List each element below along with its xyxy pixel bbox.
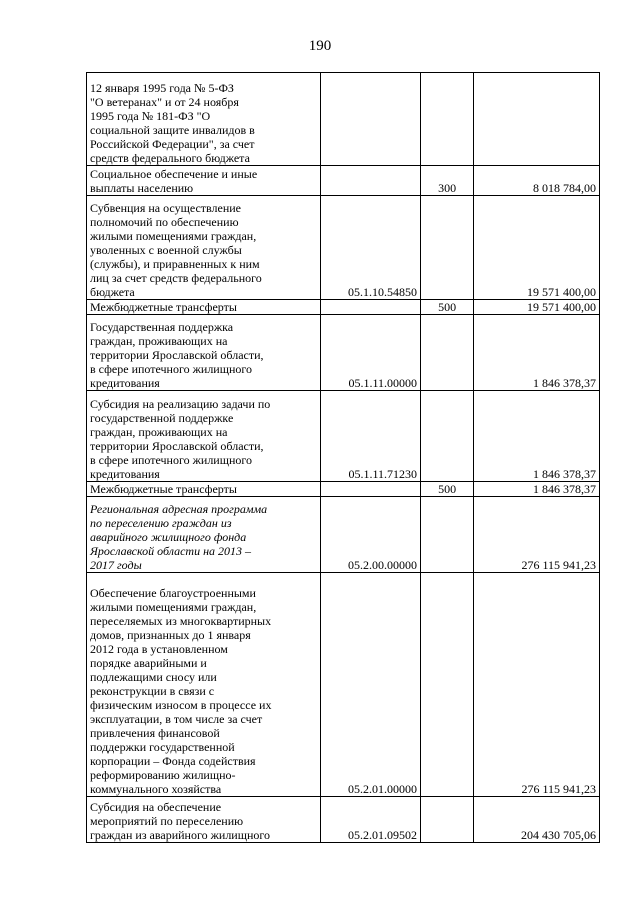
amount-cell — [474, 73, 600, 166]
budget-table-body — [87, 73, 600, 843]
target-code-cell: 05.2.00.00000 — [321, 497, 421, 573]
amount-cell: 276 115 941,23 — [474, 497, 600, 573]
item-name-cell: 12 января 1995 года № 5-ФЗ "О ветеранах" и от 24 ноября 1995 года № 181-ФЗ "О социальной защите инвалидов в Российской Федерации", за счет средств федерального бюджета — [87, 73, 321, 166]
expense-type-cell: 300 — [421, 166, 474, 196]
target-code-cell: 05.2.01.00000 — [321, 573, 421, 797]
budget-table — [86, 72, 600, 843]
table-row — [87, 482, 600, 497]
table-row — [87, 73, 600, 166]
table-row — [87, 573, 600, 797]
expense-type-cell — [421, 573, 474, 797]
item-name-cell: Субсидия на реализацию задачи по государственной поддержке граждан, проживающих на территории Ярославской области, в сфере ипотечного жилищного кредитования — [87, 391, 321, 482]
target-code-cell: 05.1.10.54850 — [321, 196, 421, 300]
expense-type-cell — [421, 797, 474, 843]
expense-type-cell — [421, 315, 474, 391]
expense-type-cell: 500 — [421, 482, 474, 497]
item-name-cell: Социальное обеспечение и иные выплаты населению — [87, 166, 321, 196]
target-code-cell — [321, 166, 421, 196]
table-row — [87, 300, 600, 315]
amount-cell: 204 430 705,06 — [474, 797, 600, 843]
item-name-cell: Региональная адресная программа по переселению граждан из аварийного жилищного фонда Ярославской области на 2013 – 2017 годы — [87, 497, 321, 573]
item-name-cell: Субсидия на обеспечение мероприятий по переселению граждан из аварийного жилищного — [87, 797, 321, 843]
item-name-cell: Обеспечение благоустроенными жилыми помещениями граждан, переселяемых из многоквартирных домов, признанных до 1 января 2012 года в установленном порядке аварийными и подлежащими сносу или реконструкции в связи с физическим износом в процессе их эксплуатации, в том числе за счет привлечения финансовой поддержки государственной корпорации – Фонда содействия реформированию жилищно- коммунального хозяйства — [87, 573, 321, 797]
target-code-cell: 05.1.11.71230 — [321, 391, 421, 482]
expense-type-cell — [421, 497, 474, 573]
table-row — [87, 497, 600, 573]
expense-type-cell — [421, 391, 474, 482]
amount-cell: 19 571 400,00 — [474, 196, 600, 300]
expense-type-cell: 500 — [421, 300, 474, 315]
amount-cell: 1 846 378,37 — [474, 391, 600, 482]
amount-cell: 276 115 941,23 — [474, 573, 600, 797]
amount-cell: 8 018 784,00 — [474, 166, 600, 196]
table-row — [87, 391, 600, 482]
target-code-cell: 05.2.01.09502 — [321, 797, 421, 843]
table-row — [87, 315, 600, 391]
item-name-cell: Субвенция на осуществление полномочий по обеспечению жилыми помещениями граждан, уволенных с военной службы (службы), и приравненных к ним лиц за счет средств федерального бюджета — [87, 196, 321, 300]
amount-cell: 1 846 378,37 — [474, 315, 600, 391]
target-code-cell — [321, 300, 421, 315]
target-code-cell — [321, 482, 421, 497]
item-name-cell: Межбюджетные трансферты — [87, 482, 321, 497]
expense-type-cell — [421, 73, 474, 166]
amount-cell: 1 846 378,37 — [474, 482, 600, 497]
target-code-cell — [321, 73, 421, 166]
table-row — [87, 196, 600, 300]
expense-type-cell — [421, 196, 474, 300]
target-code-cell: 05.1.11.00000 — [321, 315, 421, 391]
page-number: 190 — [308, 38, 332, 54]
table-row — [87, 797, 600, 843]
item-name-cell: Межбюджетные трансферты — [87, 300, 321, 315]
item-name-cell: Государственная поддержка граждан, проживающих на территории Ярославской области, в сфере ипотечного жилищного кредитования — [87, 315, 321, 391]
amount-cell: 19 571 400,00 — [474, 300, 600, 315]
table-row — [87, 166, 600, 196]
